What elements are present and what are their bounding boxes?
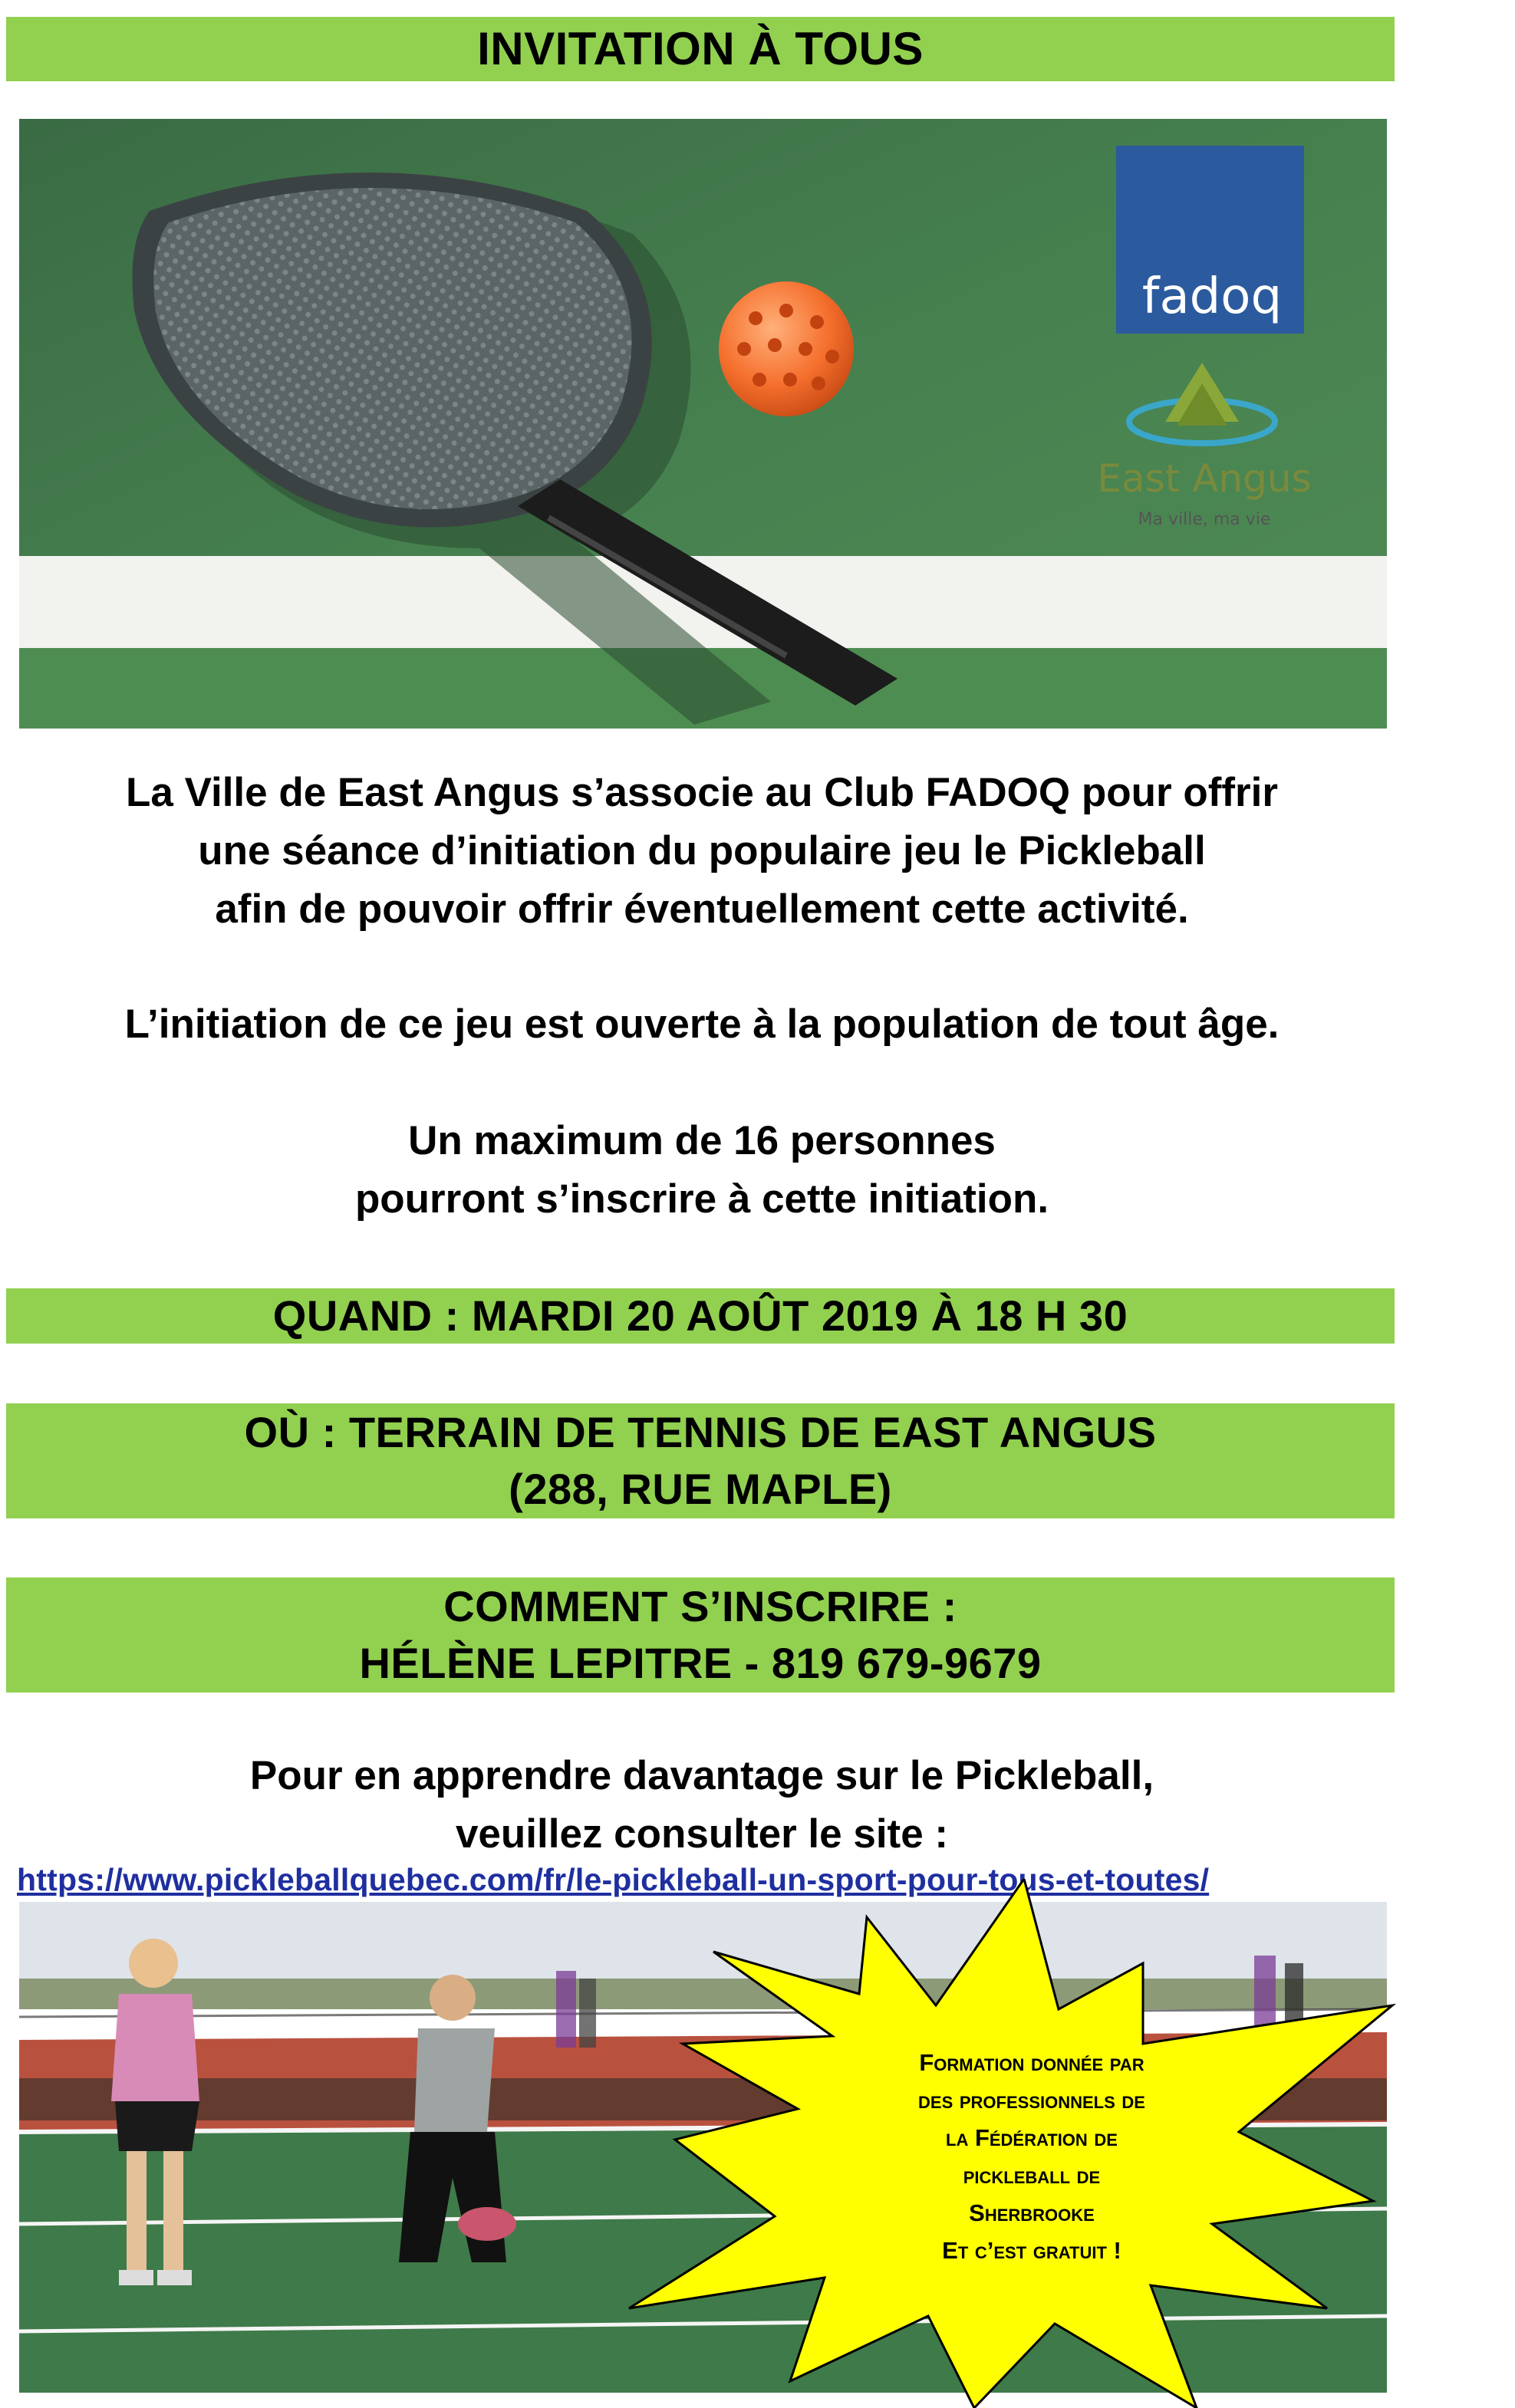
when-text: QUAND : MARDI 20 AOÛT 2019 À 18 H 30 xyxy=(272,1291,1128,1340)
starburst-line: Formation donnée par xyxy=(919,2049,1144,2076)
capacity-line: pourront s’inscrire à cette initiation. xyxy=(354,1176,1049,1222)
starburst-line: Sherbrooke xyxy=(969,2199,1095,2226)
capacity-paragraph xyxy=(0,1112,1404,1229)
starburst-line: pickleball de xyxy=(963,2162,1101,2189)
fadoq-logo-text: fadoq xyxy=(1141,268,1283,325)
paddle-court-illustration xyxy=(19,119,1387,729)
capacity-line: Un maximum de 16 personnes xyxy=(408,1118,996,1163)
page-title: INVITATION À TOUS xyxy=(477,23,924,74)
ages-line: L’initiation de ce jeu est ouverte à la population de tout âge. xyxy=(124,1002,1280,1047)
learn-line: Pour en apprendre davantage sur le Pickleball, xyxy=(249,1753,1154,1798)
starburst-line: la Fédération de xyxy=(946,2124,1118,2151)
intro-paragraph xyxy=(0,764,1404,939)
hero-image xyxy=(19,119,1387,729)
where-address: (288, RUE MAPLE) xyxy=(509,1465,892,1513)
starburst-text xyxy=(836,2044,1227,2269)
ages-paragraph xyxy=(0,995,1404,1054)
where-line: OÙ : TERRAIN DE TENNIS DE EAST ANGUS xyxy=(244,1408,1157,1456)
learn-line: veuillez consulter le site : xyxy=(455,1811,949,1857)
starburst-line: Et c’est gratuit ! xyxy=(942,2237,1121,2264)
intro-line: afin de pouvoir offrir éventuellement cette activité. xyxy=(215,887,1189,932)
intro-line: La Ville de East Angus s’associe au Club FADOQ pour offrir xyxy=(126,770,1278,815)
register-contact: HÉLÈNE LEPITRE - 819 679-9679 xyxy=(359,1639,1042,1687)
pickleball-quebec-link[interactable]: https://www.pickleballquebec.com/fr/le-pickleball-un-sport-pour-tous-et-toutes/ xyxy=(17,1862,1210,1897)
register-heading: COMMENT S’INSCRIRE : xyxy=(443,1582,957,1630)
east-angus-tagline: Ma ville, ma vie xyxy=(1138,510,1271,529)
register-banner xyxy=(6,1577,1395,1693)
starburst-line: des professionnels de xyxy=(918,2087,1145,2114)
learn-more-paragraph xyxy=(0,1747,1404,1864)
intro-line: une séance d’initiation du populaire jeu le Pickleball xyxy=(198,828,1206,873)
east-angus-logo-text: East Angus xyxy=(1097,456,1312,501)
when-banner xyxy=(6,1288,1395,1344)
where-banner xyxy=(6,1403,1395,1518)
title-banner xyxy=(6,17,1395,81)
